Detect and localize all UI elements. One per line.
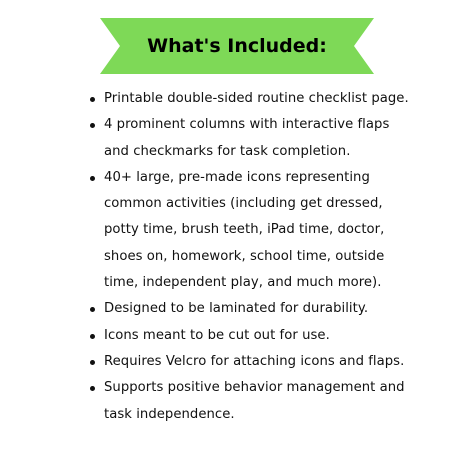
list-item-text: Designed to be laminated for durability. <box>104 301 369 317</box>
list-item-text: 40+ large, pre-made icons representing common activities (including get dressed, potty time, brush teeth, iPad time, doctor, shoes on, homework, school time, outside time, independent play, and much more). <box>104 169 385 291</box>
list-item-text: Supports positive behavior management and task independence. <box>104 380 405 422</box>
bullet-icon <box>90 97 95 102</box>
list-item <box>88 112 418 165</box>
bullet-icon <box>90 176 95 181</box>
bullet-icon <box>90 307 95 312</box>
list-item-text: Requires Velcro for attaching icons and flaps. <box>104 353 405 369</box>
bullet-icon <box>90 123 95 128</box>
list-item-text: 4 prominent columns with interactive flaps and checkmarks for task completion. <box>104 117 390 159</box>
bullet-icon <box>90 334 95 339</box>
list-item <box>88 375 418 428</box>
bullet-icon <box>90 386 95 391</box>
list-item-text: Icons meant to be cut out for use. <box>104 327 330 343</box>
list-item <box>88 349 418 375</box>
list-item <box>88 86 418 112</box>
title-banner <box>100 18 374 74</box>
list-item <box>88 296 418 322</box>
feature-list <box>88 86 418 428</box>
list-item <box>88 165 418 296</box>
list-item <box>88 323 418 349</box>
bullet-icon <box>90 360 95 365</box>
list-item-text: Printable double-sided routine checklist page. <box>104 91 409 106</box>
banner-title: What's Included: <box>147 35 327 57</box>
